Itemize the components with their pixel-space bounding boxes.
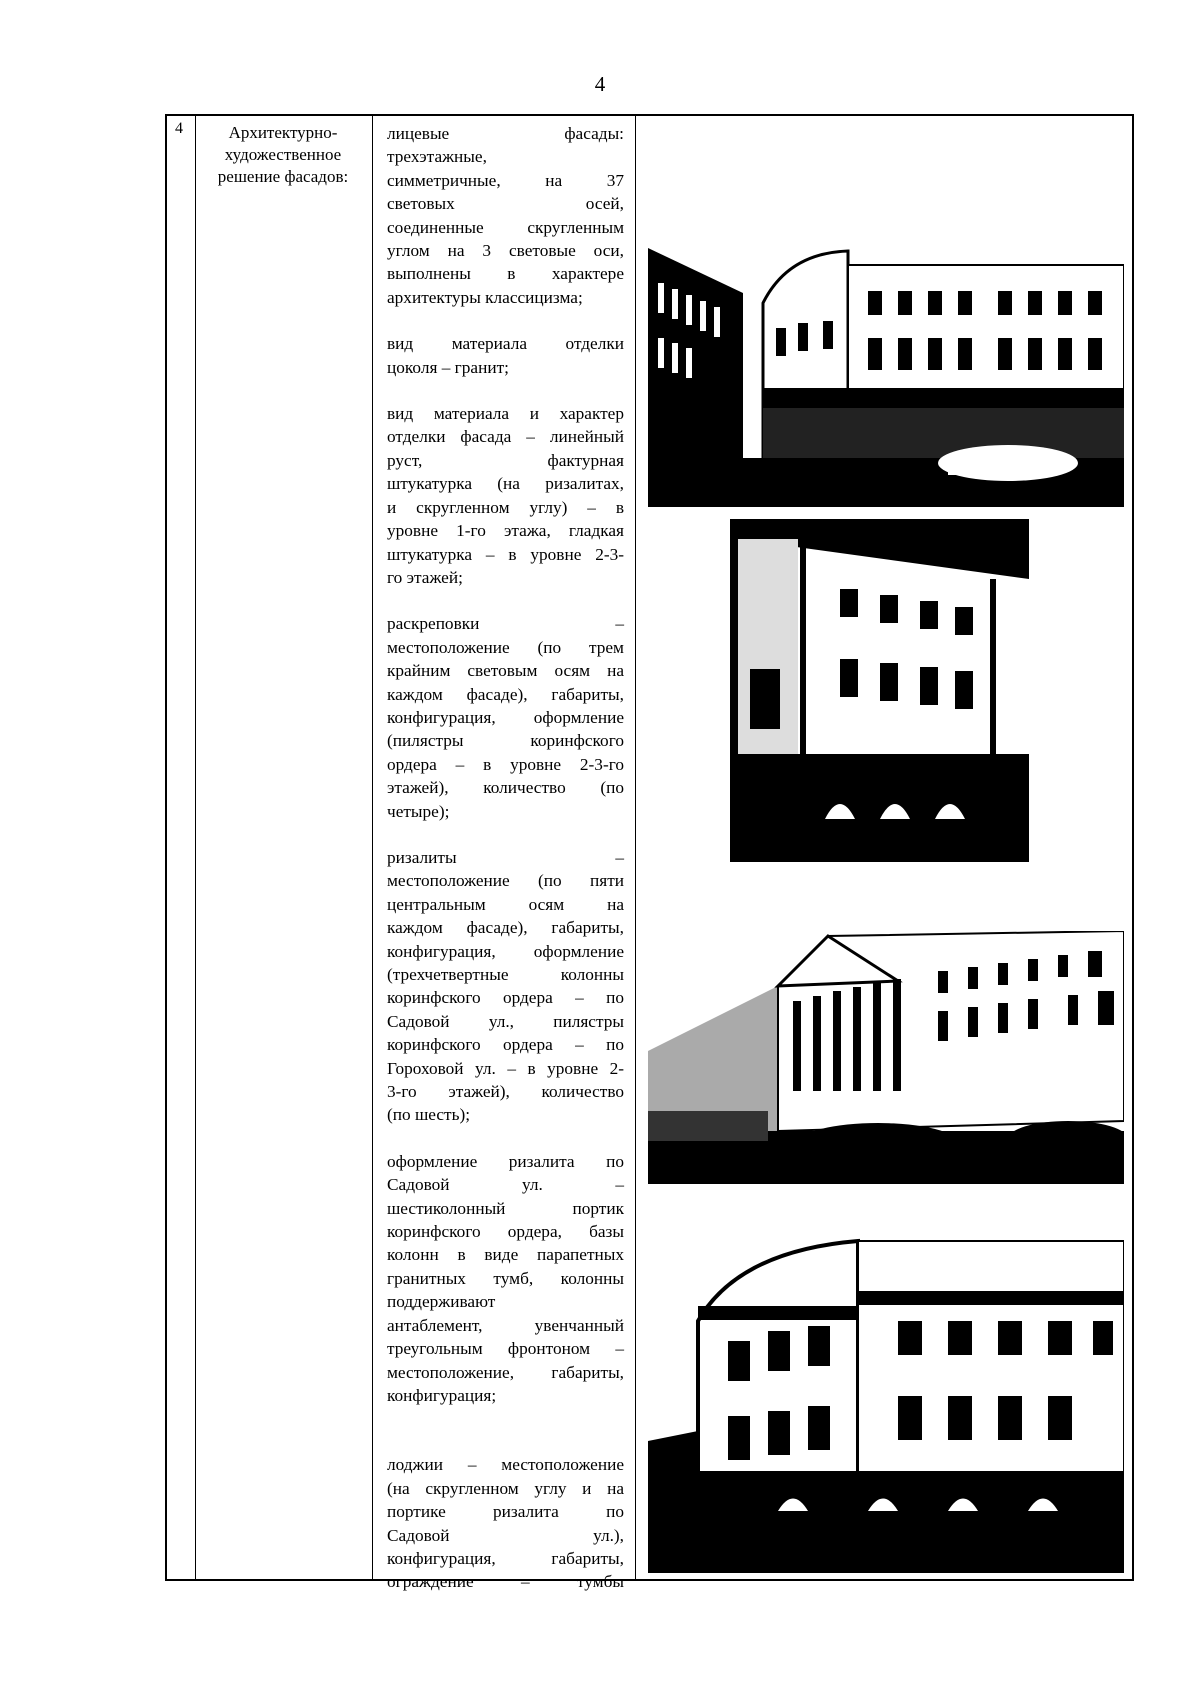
description-line: центральным осям на xyxy=(387,894,624,914)
description-line: поддерживают xyxy=(387,1292,496,1312)
description-line: каждом фасаде), габариты, xyxy=(387,684,624,704)
description-line: конфигурация, габариты, xyxy=(387,1548,624,1568)
description-line: симметричные, на 37 xyxy=(387,170,624,190)
description-line: лицевые фасады: xyxy=(387,124,624,143)
paragraph-gap xyxy=(387,309,624,332)
description-table xyxy=(165,114,1134,1592)
table-divider xyxy=(372,116,373,1579)
description-line: ордера – в уровне 2-3-го xyxy=(387,754,624,774)
description-line: лоджии – местоположение xyxy=(387,1455,624,1475)
description-line: конфигурация; xyxy=(387,1385,497,1405)
description-line: (на скругленном углу и на xyxy=(387,1478,624,1498)
description-line: ризалиты – xyxy=(387,847,624,867)
description-line: местоположение, габариты, xyxy=(387,1362,624,1382)
facade-photo-side xyxy=(730,519,1029,862)
table-divider xyxy=(195,116,196,1579)
description-line: (по шесть); xyxy=(387,1105,471,1125)
paragraph-gap xyxy=(387,1127,624,1150)
description-line: штукатурка – в уровне 2-3- xyxy=(387,544,624,564)
description-line: этажей), количество (по xyxy=(387,778,624,798)
description-line: Садовой ул.), xyxy=(387,1525,624,1545)
description-line: гранитных тумб, колонны xyxy=(387,1268,624,1288)
description-line: коринфского ордера – по xyxy=(387,1035,624,1055)
description-line: 3-го этажей), количество xyxy=(387,1082,624,1102)
description-line: вид материала и характер xyxy=(387,404,624,424)
facade-photo-loggias xyxy=(648,1211,1124,1573)
paragraph-gap xyxy=(387,823,624,846)
paragraph-gap xyxy=(387,1407,624,1430)
description-line: конфигурация, оформление xyxy=(387,941,624,961)
row-title: Архитектурно-художественное решение фасадов: xyxy=(217,123,349,186)
description-line: Садовой ул., пилястры xyxy=(387,1011,624,1031)
description-line: (трехчетвертные колонны xyxy=(387,965,624,984)
description-line: уровне 1-го этажа, гладкая xyxy=(387,521,624,541)
description-line: и скругленном углу) – в xyxy=(387,497,624,517)
description-line: каждом фасаде), габариты, xyxy=(387,918,624,938)
row-number: 4 xyxy=(175,120,183,137)
description-line: четыре); xyxy=(387,801,450,821)
description-line: раскреповки – xyxy=(387,614,624,634)
description-line: цоколя – гранит; xyxy=(387,357,509,377)
table-divider xyxy=(635,116,636,1579)
paragraph-gap xyxy=(387,1430,624,1453)
description-line: световых осей, xyxy=(387,194,624,214)
description-line: шестиколонный портик xyxy=(387,1198,624,1218)
description-line: треугольным фронтоном – xyxy=(387,1339,624,1359)
description-line: соединенные скругленным xyxy=(387,217,624,237)
description-line: архитектуры классицизма; xyxy=(387,287,583,307)
description-line: антаблемент, увенчанный xyxy=(387,1315,624,1335)
description-line: выполнены в характере xyxy=(387,264,624,284)
paragraph-gap xyxy=(387,589,624,612)
facade-photo-portico xyxy=(648,931,1124,1184)
description-line: трехэтажные, xyxy=(387,147,487,167)
description-line: портике ризалита по xyxy=(387,1502,624,1522)
description-line: местоположение (по пяти xyxy=(387,871,624,891)
description-line: колонн в виде парапетных xyxy=(387,1245,624,1265)
description-line: вид материала отделки xyxy=(387,334,624,354)
description-line: коринфского ордера, базы xyxy=(387,1222,624,1242)
description-line: местоположение (по трем xyxy=(387,637,624,657)
description-line: конфигурация, оформление xyxy=(387,707,624,727)
description-line: оформление ризалита по xyxy=(387,1151,624,1171)
description-line: Садовой ул. – xyxy=(387,1175,624,1195)
row-description xyxy=(387,122,624,1594)
paragraph-gap xyxy=(387,379,624,402)
description-line: углом на 3 световые оси, xyxy=(387,241,624,261)
description-line: Гороховой ул. – в уровне 2- xyxy=(387,1058,624,1078)
description-line: (пилястры коринфского xyxy=(387,731,624,751)
facade-photo-corner xyxy=(648,233,1124,507)
description-line: крайним световым осям на xyxy=(387,661,624,681)
description-line: коринфского ордера – по xyxy=(387,988,624,1008)
description-line: ограждение – тумбы xyxy=(387,1572,624,1592)
description-line: руст, фактурная xyxy=(387,450,624,470)
description-line: отделки фасада – линейный xyxy=(387,427,624,447)
page-number: 4 xyxy=(594,72,606,96)
description-line: штукатурка (на ризалитах, xyxy=(387,474,624,494)
description-line: го этажей; xyxy=(387,567,463,587)
